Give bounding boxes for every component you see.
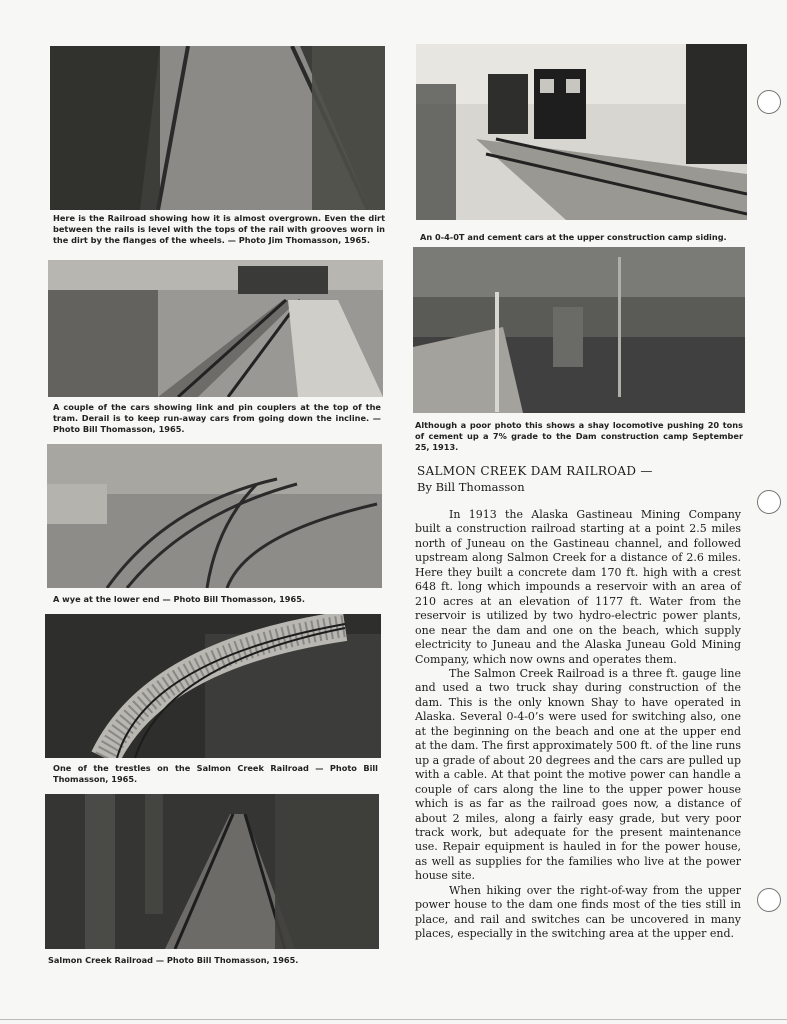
caption-overgrown-track: Here is the Railroad showing how it is almost overgrown. Even the dirt between the rails is level with the tops of the rail with grooves worn in the dirt by the flanges of the wheels. — Photo Jim Thomasson, 1965. <box>53 213 385 245</box>
caption-trestle: One of the trestles on the Salmon Creek Railroad — Photo Bill Thomasson, 1965. <box>53 763 378 784</box>
caption-cars-couplers: A couple of the cars showing link and pin couplers at the top of the tram. Derail is to keep run-away cars from going down the incline. — Photo Bill Thomasson, 1965. <box>53 402 381 434</box>
photo-locomotive-cement-cars <box>416 44 747 220</box>
photo-overgrown-track <box>50 46 385 210</box>
caption-wye: A wye at the lower end — Photo Bill Thomasson, 1965. <box>53 594 306 604</box>
photo-salmon-creek-railroad <box>45 794 379 949</box>
article-byline: By Bill Thomasson <box>417 480 525 494</box>
caption-locomotive-cement-cars: An 0-4-0T and cement cars at the upper construction camp siding. <box>420 232 727 242</box>
page-edge <box>0 1019 787 1020</box>
article-heading: SALMON CREEK DAM RAILROAD — <box>417 464 653 478</box>
article-paragraph: In 1913 the Alaska Gastineau Mining Company built a construction railroad starting at a point 2.5 miles north of Juneau on the Gastineau channel, and followed upstream along Salmon Creek for a distance of 2.6 miles. Here they built a concrete dam 170 ft. high with a crest 648 ft. long which impounds a reservoir with an area of 210 acres at an elevation of 1177 ft. Water from the reservoir is utilized by two hydro-electric power plants, one near the dam and one on the beach, which supply electricity to Juneau and the Alaska Juneau Gold Mining Company, which now owns and operates them. <box>415 508 741 666</box>
binder-hole <box>757 888 781 912</box>
caption-shay-locomotive: Although a poor photo this shows a shay locomotive pushing 20 tons of cement up a 7% grade to the Dam construction camp September 25, 1913. <box>415 420 743 452</box>
photo-shay-locomotive <box>413 247 745 413</box>
photo-trestle <box>45 614 381 758</box>
photo-wye <box>47 444 382 588</box>
article-paragraph: When hiking over the right-of-way from the upper power house to the dam one finds most of the ties still in place, and rail and switches can be uncovered in many places, especially in the switching area at the upper end. <box>415 883 741 941</box>
binder-hole <box>757 490 781 514</box>
photo-cars-couplers <box>48 260 383 397</box>
article-body <box>415 508 741 942</box>
caption-salmon-creek-railroad: Salmon Creek Railroad — Photo Bill Thomasson, 1965. <box>48 955 299 965</box>
article-paragraph: The Salmon Creek Railroad is a three ft. gauge line and used a two truck shay during construction of the dam. This is the only known Shay to have operated in Alaska. Several 0-4-0’s were used for switching also, one at the beginning on the beach and one at the upper end at the dam. The first approximately 500 ft. of the line runs up a grade of about 20 degrees and the cars are pulled up with a cable. At that point the motive power can handle a couple of cars along the line to the upper power house which is as far as the railroad goes now, a distance of about 2 miles, along a fairly easy grade, but very poor track work, but adequate for the present maintenance use. Repair equipment is hauled in for the power house, as well as supplies for the families who live at the power house site. <box>415 666 741 883</box>
binder-hole <box>757 90 781 114</box>
